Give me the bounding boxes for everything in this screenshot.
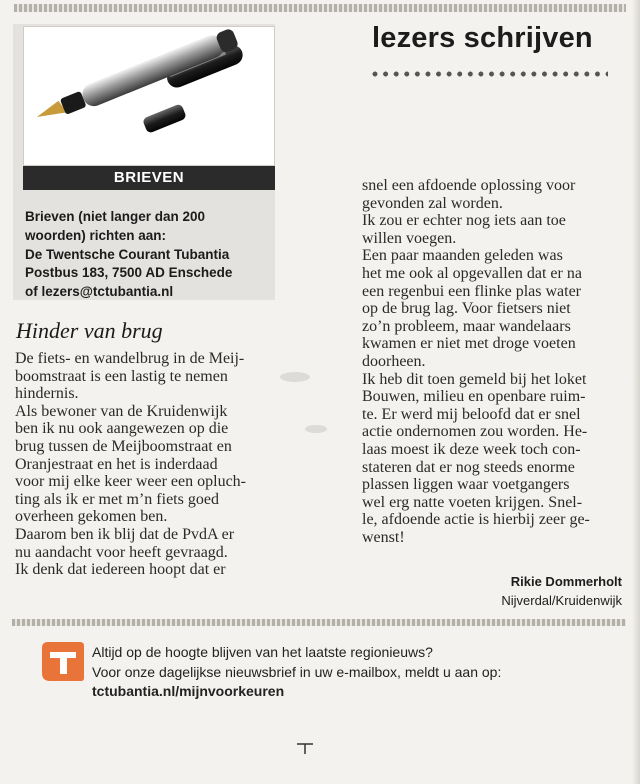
text-line: Daarom ben ik blij dat de PvdA er <box>15 525 235 543</box>
fountain-pen-icon <box>24 27 276 167</box>
text-line: Ik zou er echter nog iets aan toe <box>362 212 566 230</box>
text-line: zo’n probleem, maar wandelaars <box>362 317 571 335</box>
text-line: wenst! <box>362 528 405 546</box>
text-line: wel erg natte voeten krijgen. Snel- <box>362 493 583 511</box>
text-line: hindernis. <box>15 385 79 403</box>
text-line: laas moest ik deze week toch con- <box>362 440 581 458</box>
text-line: brug tussen de Meijboomstraat en <box>15 437 232 455</box>
article-headline: Hinder van brug <box>16 318 163 343</box>
text-line: Oranjestraat en het is inderdaad <box>15 455 218 473</box>
text-line: op de brug lag. Voor fietsers niet <box>362 300 571 318</box>
text-line: plassen liggen waar voetgangers <box>362 476 570 494</box>
top-divider <box>14 4 626 12</box>
text-line: Als bewoner van de Kruidenwijk <box>15 402 228 420</box>
bottom-divider <box>12 619 626 626</box>
dotted-divider <box>372 70 608 80</box>
section-title: lezers schrijven <box>372 22 593 54</box>
text-line: doorheen. <box>362 352 426 370</box>
letters-label: BRIEVEN <box>23 166 275 190</box>
text-line: overheen gekomen ben. <box>15 508 168 526</box>
promo-link[interactable]: tctubantia.nl/mijnvoorkeuren <box>92 683 285 699</box>
text-line: een regenbui een flinke plas water <box>362 282 582 300</box>
crop-mark-icon <box>297 742 313 754</box>
text-line: De fiets- en wandelbrug in de Meij- <box>15 350 245 367</box>
text-line: gevonden zal worden. <box>362 194 503 212</box>
text-line: stateren dat er nog steeds enorme <box>362 458 575 476</box>
text-line: snel een afdoende oplossing voor <box>362 177 576 194</box>
letters-info-box <box>13 24 275 300</box>
text-line: Bouwen, milieu en openbare ruim- <box>362 388 586 406</box>
text-line: willen voegen. <box>362 229 457 247</box>
text-line: kwamen er niet met droge voeten <box>362 335 576 353</box>
fountain-pen-image <box>23 26 275 166</box>
text-line: Ik heb dit toen gemeld bij het loket <box>362 370 587 388</box>
text-line: het me ook al opgevallen dat er na <box>362 264 582 282</box>
text-line: ting als ik er met m’n fiets goed <box>15 490 219 508</box>
text-line: voor mij elke keer weer een opluch- <box>15 473 247 491</box>
text-line: Een paar maanden geleden was <box>362 247 563 265</box>
text-line: nu aandacht voor heeft gevraagd. <box>15 543 228 561</box>
promo-line: Voor onze dagelijkse nieuwsbrief in uw e-mailbox, meldt u aan op: <box>92 663 502 680</box>
text-line: boomstraat is een lastig te nemen <box>15 367 228 385</box>
author-location: Nijverdal/Kruidenwijk <box>501 593 622 608</box>
info-line: De Twentsche Courant Tubantia <box>25 246 230 262</box>
article-column-right <box>362 177 626 546</box>
promo-line: Altijd op de hoogte blijven van het laatste regionieuws? <box>92 644 433 660</box>
text-line: actie ondernomen zou worden. He- <box>362 423 588 441</box>
text-line: le, afdoende actie is hierbij zeer ge- <box>362 511 590 529</box>
letter-signature <box>501 572 622 610</box>
author-name: Rikie Dommerholt <box>510 574 622 589</box>
letters-submission-info <box>25 208 275 302</box>
tubantia-logo-icon <box>40 640 86 682</box>
text-line: ben ik nu ook aangewezen op die <box>15 420 229 438</box>
page-edge <box>632 0 640 784</box>
newsletter-promo <box>92 643 612 702</box>
text-line: Ik denk dat iedereen hoopt dat er <box>15 561 226 579</box>
info-line: of lezers@tctubantia.nl <box>25 284 174 300</box>
print-smudge <box>305 425 327 433</box>
article-column-left <box>15 350 295 579</box>
text-line: te. Er werd mij beloofd dat er snel <box>362 405 581 423</box>
print-smudge <box>280 372 310 382</box>
info-line: Postbus 183, 7500 AD Enschede <box>25 265 233 281</box>
info-line: woorden) richten aan: <box>25 227 167 243</box>
info-line: Brieven (niet langer dan 200 <box>25 209 206 224</box>
